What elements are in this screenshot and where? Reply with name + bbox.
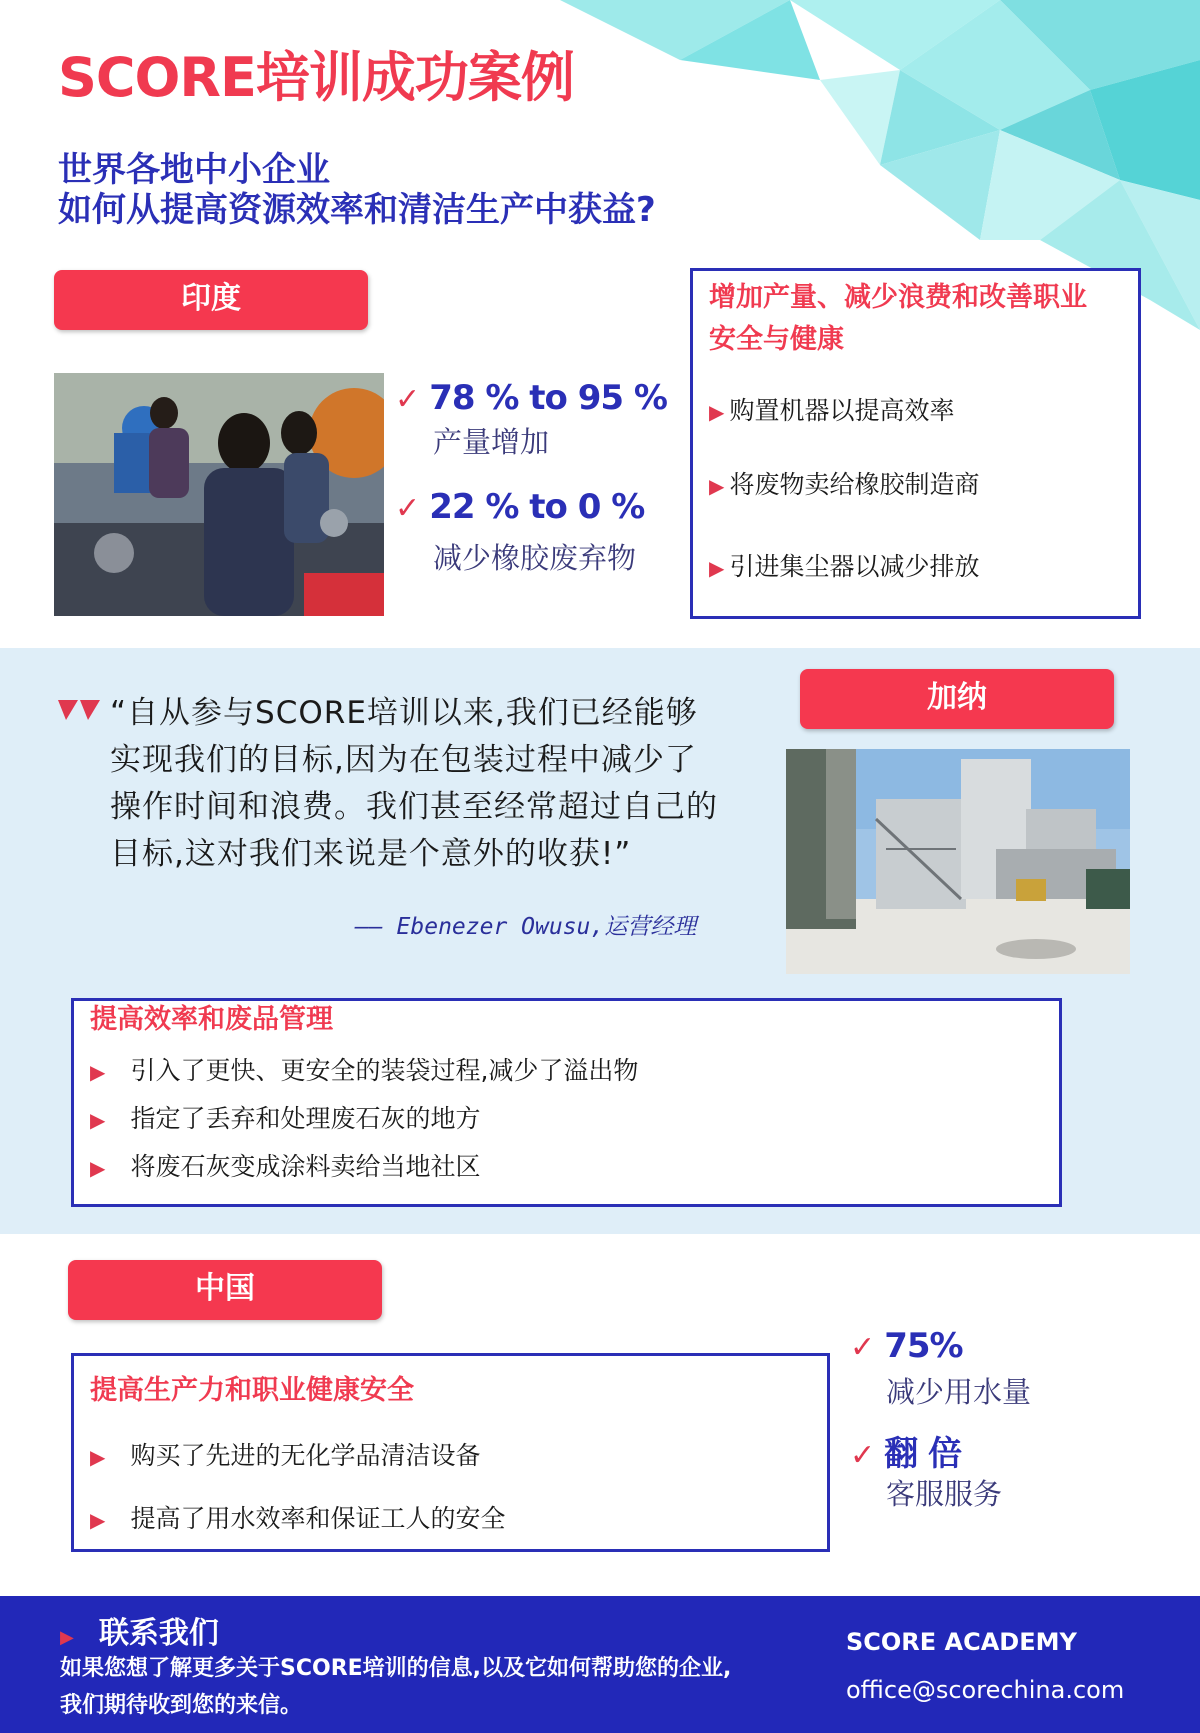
footer-title: 联系我们 bbox=[98, 1616, 219, 1651]
china-actions-box bbox=[71, 1353, 830, 1552]
list-item bbox=[709, 547, 980, 583]
footer-heading bbox=[60, 1608, 219, 1652]
list-item bbox=[90, 1499, 506, 1535]
list-item-text: 引进集尘器以减少排放 bbox=[729, 552, 980, 581]
india-actions-box bbox=[690, 268, 1141, 619]
list-item-text: 引入了更快、更安全的装袋过程,减少了溢出物 bbox=[130, 1056, 639, 1085]
list-item-text: 将废物卖给橡胶制造商 bbox=[729, 470, 980, 499]
ghana-actions-box bbox=[71, 998, 1062, 1207]
stat-value: 75% bbox=[884, 1326, 963, 1366]
china-stat-1 bbox=[850, 1326, 963, 1366]
list-item-text: 将废石灰变成涂料卖给当地社区 bbox=[130, 1152, 481, 1181]
stat-label: 减少用水量 bbox=[886, 1375, 1032, 1409]
subtitle-line-1: 世界各地中小企业 bbox=[58, 150, 330, 190]
list-item-text: 提高了用水效率和保证工人的安全 bbox=[130, 1504, 506, 1533]
quote-line: 操作时间和浪费。我们甚至经常超过自己的 bbox=[110, 789, 718, 825]
box-title: 提高生产力和职业健康安全 bbox=[90, 1375, 414, 1406]
triangle-bullet-icon: ▶ bbox=[60, 1627, 74, 1648]
list-item-text: 指定了丢弃和处理废石灰的地方 bbox=[130, 1104, 481, 1133]
stat-value: 78 % to 95 % bbox=[429, 378, 667, 418]
box-title-line-1: 增加产量、减少浪费和改善职业 bbox=[709, 282, 1087, 313]
footer-brand: SCORE ACADEMY bbox=[846, 1628, 1077, 1656]
india-workers-photo bbox=[54, 373, 384, 616]
country-label-ghana: 加纳 bbox=[800, 669, 1114, 729]
footer-text-line-1: 如果您想了解更多关于SCORE培训的信息,以及它如何帮助您的企业, bbox=[60, 1656, 732, 1681]
list-item-text: 购置机器以提高效率 bbox=[729, 396, 955, 425]
stat-label: 产量增加 bbox=[433, 425, 550, 459]
china-stat-2 bbox=[850, 1426, 961, 1475]
quote-line: 实现我们的目标,因为在包装过程中减少了 bbox=[110, 742, 697, 778]
page-title: SCORE培训成功案例 bbox=[58, 46, 574, 109]
contact-footer bbox=[0, 1596, 1200, 1733]
country-label-china: 中国 bbox=[68, 1260, 382, 1320]
subtitle-line-2: 如何从提高资源效率和清洁生产中获益? bbox=[58, 190, 656, 230]
contact-email-link[interactable]: office@scorechina.com bbox=[846, 1676, 1125, 1704]
list-item bbox=[709, 465, 980, 501]
list-item bbox=[90, 1099, 481, 1135]
box-title-line-2: 安全与健康 bbox=[709, 324, 844, 355]
quote-line: 目标,这对我们来说是个意外的收获!” bbox=[110, 836, 632, 872]
box-title: 提高效率和废品管理 bbox=[90, 1004, 333, 1035]
list-item-text: 购买了先进的无化学品清洁设备 bbox=[130, 1441, 481, 1470]
country-label-india: 印度 bbox=[54, 270, 368, 330]
triangle-bullet-icon: ▶ bbox=[90, 1445, 106, 1469]
india-stat-2 bbox=[395, 487, 644, 527]
triangle-bullet-icon: ▶ bbox=[90, 1060, 106, 1084]
quote-mark-icon bbox=[58, 700, 100, 720]
check-icon: ✓ bbox=[395, 382, 421, 417]
quote-attribution: —— Ebenezer Owusu,运营经理 bbox=[355, 914, 697, 940]
quote-line: “自从参与SCORE培训以来,我们已经能够 bbox=[110, 695, 698, 731]
box-title bbox=[709, 277, 1087, 361]
triangle-bullet-icon: ▶ bbox=[709, 474, 725, 498]
triangle-bullet-icon: ▶ bbox=[90, 1508, 106, 1532]
triangle-bullet-icon: ▶ bbox=[709, 556, 725, 580]
stat-value: 翻 倍 bbox=[884, 1434, 962, 1474]
footer-text-line-2: 我们期待收到您的来信。 bbox=[60, 1693, 303, 1718]
stat-label: 客服服务 bbox=[886, 1477, 1003, 1511]
triangle-bullet-icon: ▶ bbox=[90, 1108, 106, 1132]
ghana-factory-photo bbox=[786, 749, 1130, 974]
page-subtitle bbox=[58, 150, 656, 230]
list-item bbox=[90, 1147, 481, 1183]
footer-message bbox=[60, 1650, 731, 1724]
check-icon: ✓ bbox=[850, 1438, 876, 1473]
customer-quote bbox=[110, 690, 750, 878]
stat-value: 22 % to 0 % bbox=[429, 487, 645, 527]
check-icon: ✓ bbox=[395, 491, 421, 526]
list-item bbox=[90, 1436, 481, 1472]
stat-label: 减少橡胶废弃物 bbox=[433, 541, 637, 575]
list-item bbox=[90, 1051, 638, 1087]
check-icon: ✓ bbox=[850, 1330, 876, 1365]
list-item bbox=[709, 391, 955, 427]
triangle-bullet-icon: ▶ bbox=[90, 1156, 106, 1180]
triangle-bullet-icon: ▶ bbox=[709, 400, 725, 424]
india-stat-1 bbox=[395, 378, 667, 418]
